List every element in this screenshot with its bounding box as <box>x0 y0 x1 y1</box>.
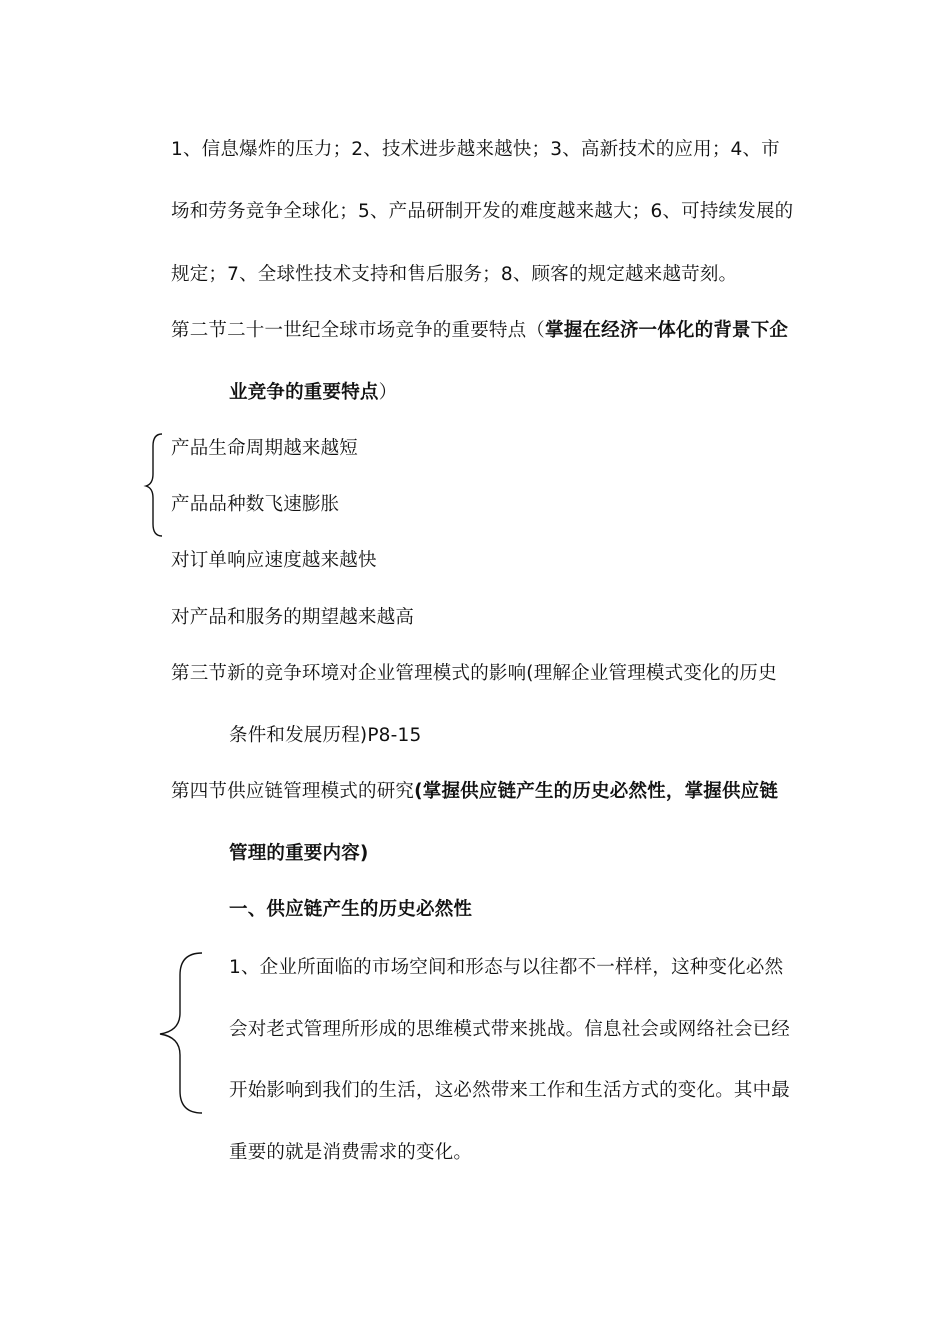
text-line: 开始影响到我们的生活，这必然带来工作和生活方式的变化。其中最 <box>229 1080 791 1101</box>
text-line: 1、信息爆炸的压力；2、技术进步越来越快；3、高新技术的应用；4、市 <box>171 139 780 160</box>
list-item: 对产品和服务的期望越来越高 <box>171 607 415 628</box>
text-line: 规定；7、全球性技术支持和售后服务；8、顾客的规定越来越苛刻。 <box>171 264 738 285</box>
section-heading: 第三节新的竞争环境对企业管理模式的影响(理解企业管理模式变化的历史 <box>171 663 777 684</box>
list-item: 产品生命周期越来越短 <box>171 438 359 459</box>
heading-text: 第四节供应链管理模式的研究 <box>171 781 415 802</box>
heading-text: ） <box>378 382 398 403</box>
list-item: 产品品种数飞速膨胀 <box>171 494 340 515</box>
section-heading-continued: 条件和发展历程)P8-15 <box>229 725 422 746</box>
heading-emphasis: (掌握供应链产生的历史必然性，掌握供应链 <box>414 781 779 802</box>
text-line: 重要的就是消费需求的变化。 <box>229 1142 473 1163</box>
heading-emphasis: 掌握在经济一体化的背景下企 <box>545 320 789 341</box>
text-line: 会对老式管理所形成的思维模式带来挑战。信息社会或网络社会已经 <box>229 1019 791 1040</box>
section-heading-continued: 管理的重要内容) <box>229 843 369 864</box>
list-item: 对订单响应速度越来越快 <box>171 550 377 571</box>
heading-emphasis: 业竞争的重要特点 <box>229 382 379 403</box>
heading-text: 第二节二十一世纪全球市场竞争的重要特点（ <box>171 320 546 341</box>
subheading: 一、供应链产生的历史必然性 <box>229 899 473 920</box>
text-line: 1、企业所面临的市场空间和形态与以往都不一样样，这种变化必然 <box>229 957 784 978</box>
text-line: 场和劳务竞争全球化；5、产品研制开发的难度越来越大；6、可持续发展的 <box>171 201 794 222</box>
